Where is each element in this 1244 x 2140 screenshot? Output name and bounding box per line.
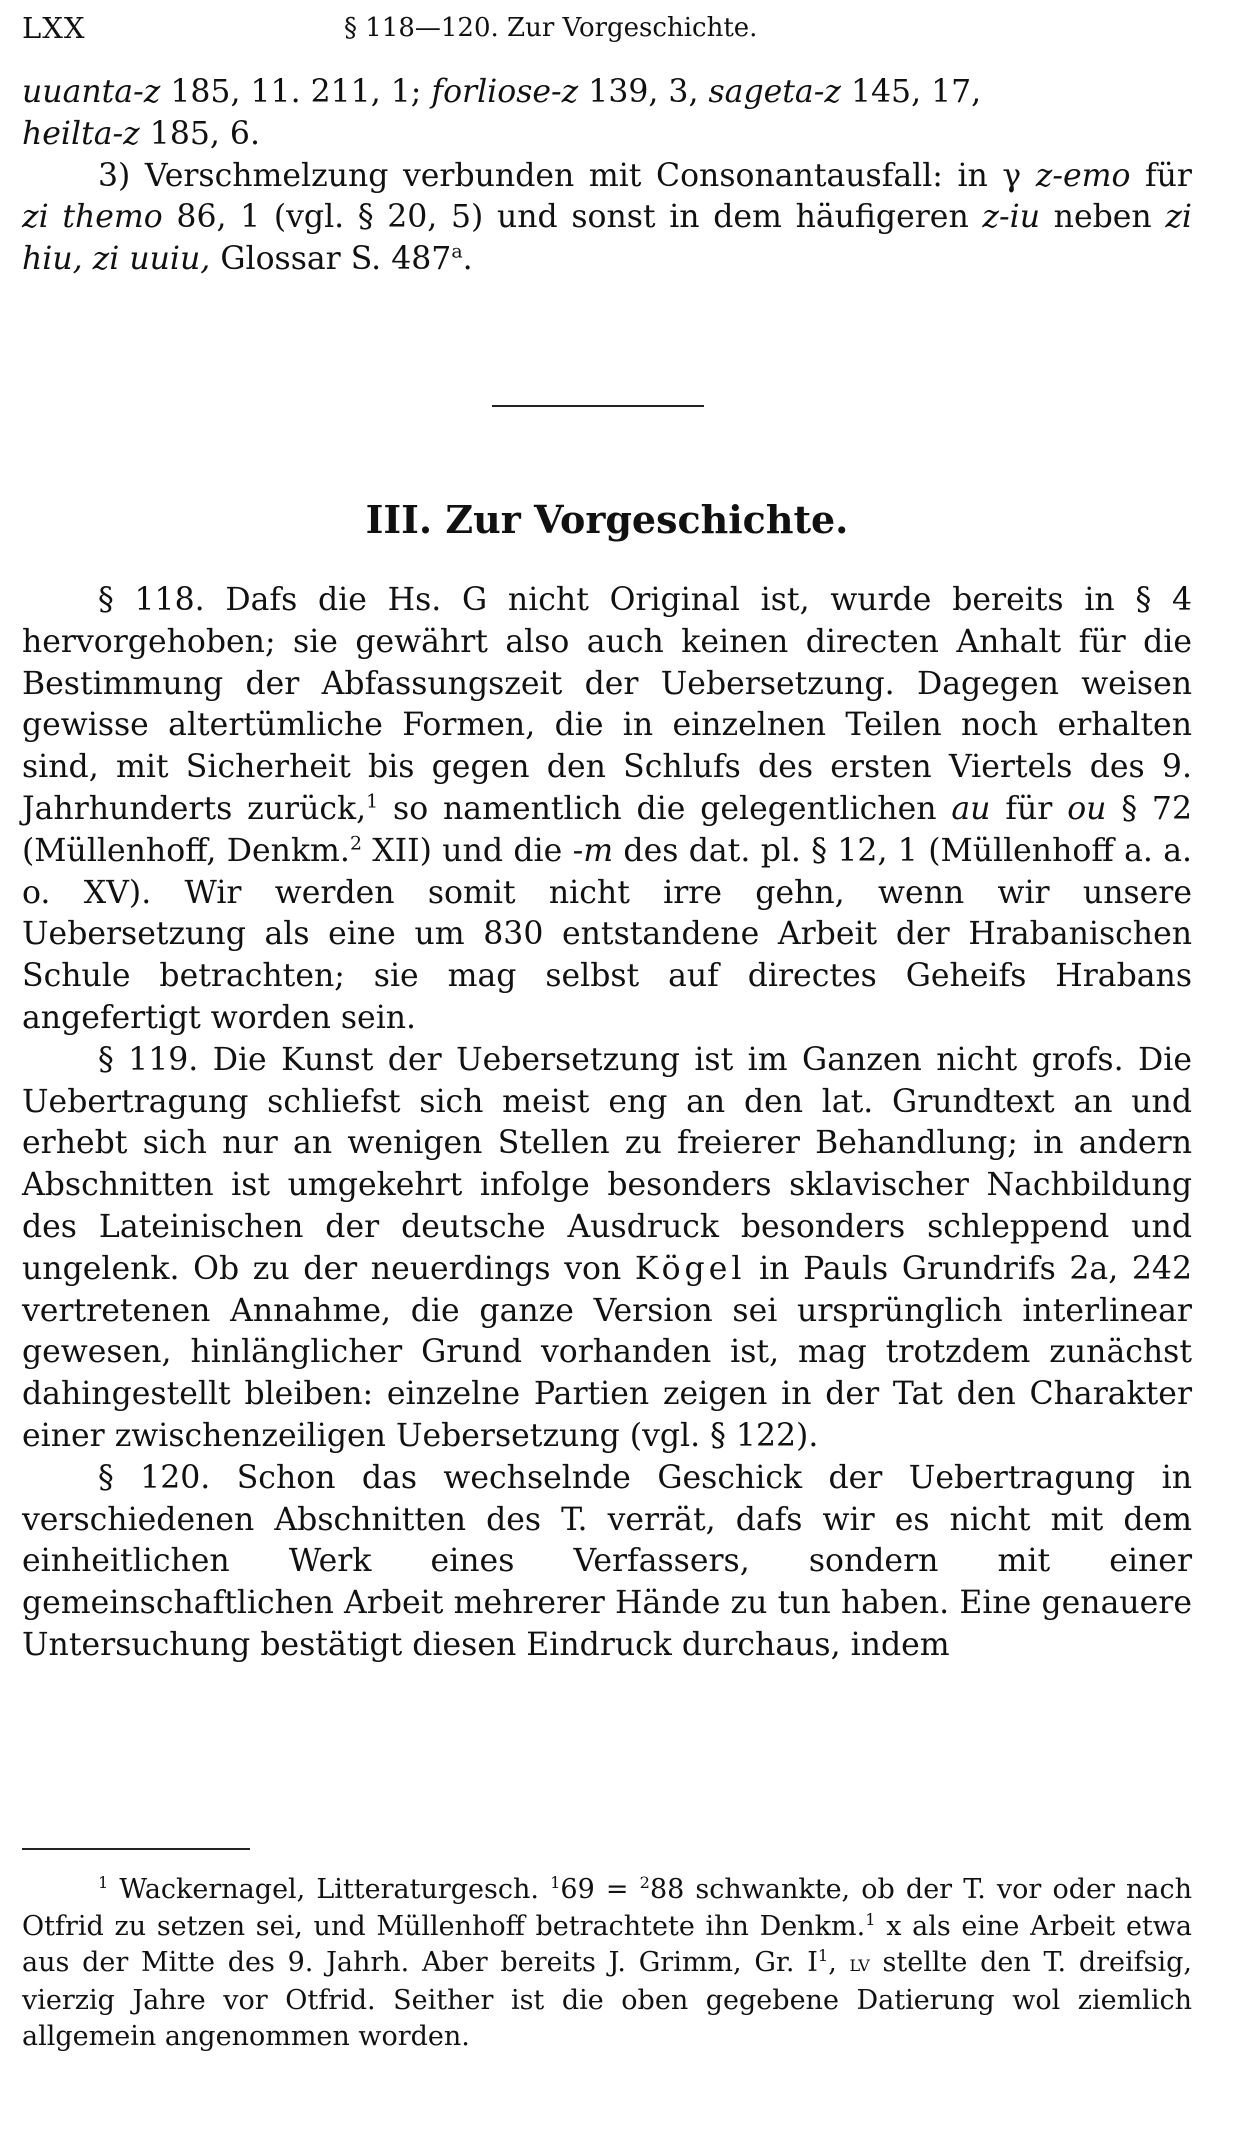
form-zi-hiu: zi hiu, zi uuiu, — [22, 199, 1192, 278]
superscript: 2 — [349, 832, 362, 855]
form-m: -m — [572, 832, 614, 869]
superscript: 1 — [817, 1946, 829, 1965]
form-uuanta: uuanta-z — [22, 74, 161, 110]
paragraph-119 — [22, 1040, 1192, 1458]
text-run: stellte den T. dreifsig, vierzig Jahre vor Otfrid. Seither ist die oben gegebene Datierung wol ziemlich allgemein angenommen worden. — [22, 1947, 1192, 2052]
ref-text: 139, 3, — [578, 74, 709, 110]
form-heilta: heilta-z — [22, 115, 140, 152]
ref-text: 185, 11. 211, 1; — [160, 74, 432, 110]
running-title: § 118—120. Zur Vorgeschichte. — [344, 13, 758, 43]
text-run: 3) Verschmelzung verbunden mit Consonantausfall: in γ — [98, 157, 1036, 194]
text-run: XII) und die — [361, 832, 573, 869]
text-run: . — [462, 241, 473, 278]
text-run: § 118. Dafs die Hs. G nicht Original ist, wurde bereits in § 4 hervorgehoben; sie gewährt also auch keinen directen Anhalt für die Bestimmung der Abfassungszeit der Uebersetzung. Dagegen weisen gewisse altertümliche Formen, die in einzelnen Teilen noch erhalten sind, mit Sicherheit bis gegen den Schlufs des ersten Viertels des 9. Jahrhunderts zurück, — [22, 582, 1192, 827]
running-head — [22, 8, 1192, 48]
text-run: Wackernagel, Litteraturgesch. — [108, 1874, 551, 1905]
continuation-lines — [22, 72, 1192, 156]
form-z-iu: z-iu — [982, 199, 1040, 236]
continuation-block — [22, 72, 1192, 281]
text-run: 86, 1 (vgl. § 20, 5) und sonst in dem häufigeren — [162, 199, 983, 236]
text-run: Glossar S. 487 — [210, 241, 452, 278]
ref-text: 185, 6. — [139, 115, 260, 152]
text-run: x als eine Arbeit etwa aus der Mitte des 9. Jahrh. Aber bereits J. Grimm, Gr. I — [22, 1910, 1192, 1978]
superscript: 1 — [865, 1909, 876, 1929]
text-run: neben — [1040, 199, 1166, 236]
form-ou: ou — [1067, 790, 1107, 827]
form-forliose: forliose-z — [431, 74, 579, 110]
point-3-paragraph — [22, 156, 1192, 281]
text-run: § 119. Die Kunst der Uebersetzung ist im Ganzen nicht grofs. Die Uebertragung schliefst sich meist eng an den lat. Grundtext an und erhebt sich nur an wenigen Stellen zu freierer Behandlung; in andern Abschnitten ist umgekehrt infolge besonders sklavischer Nachbildung des Lateinischen der deutsche Ausdruck besonders schleppend und ungelenk. Ob zu der neuerdings von — [22, 1041, 1192, 1287]
page-number: LXX — [22, 11, 86, 45]
text-run: in Pauls Grundrifs 2a, 242 vertretenen Annahme, die ganze Version sei ursprünglich interlinear gewesen, hinlänglicher Grund vorhanden ist, mag trotzdem zunächst dahingestellt bleiben: einzelne Partien zeigen in der Tat den Charakter einer zwischenzeiligen Uebersetzung (vgl. § 122). — [22, 1250, 1192, 1454]
superscript: 2 — [639, 1873, 650, 1892]
text-run: , — [828, 1947, 850, 1978]
form-sageta: sageta-z — [708, 74, 841, 110]
text-run: § 72 (Müllenhoff, Denkm. — [22, 790, 1193, 869]
superscript: a — [451, 240, 463, 263]
paragraph-118 — [22, 580, 1192, 1040]
form-z-emo: z-emo — [1035, 157, 1131, 194]
author-name: Kögel — [634, 1250, 746, 1287]
text-run: 69 = — [560, 1874, 640, 1905]
text-run: für — [990, 790, 1068, 827]
ref-text: 145, 17, — [840, 74, 982, 110]
section-heading: III. Zur Vorgeschichte. — [365, 497, 849, 542]
roman-numeral: lv — [849, 1951, 870, 1977]
text-run: so namentlich die gelegentlichen — [378, 790, 952, 827]
form-zi-themo: zi themo — [22, 199, 163, 236]
text-run: des dat. pl. § 12, 1 (Müllenhoff a. a. o. XV). Wir werden somit nicht irre gehn, wenn wir unsere Uebersetzung als eine um 830 entstandene Arbeit der Hrabanischen Schule betrachten; sie mag selbst auf directes Geheifs Hrabans angefertigt worden sein. — [22, 832, 1192, 1036]
text-run: § 120. Schon das wechselnde Geschick der Uebertragung in verschiedenen Abschnitten des T. verrät, dafs wir es nicht mit dem einheitlichen Werk eines Verfassers, sondern mit einer gemeinschaftlichen Arbeit mehrerer Hände zu tun haben. Eine genauere Untersuchung bestätigt diesen Eindruck durchaus, indem — [22, 1459, 1192, 1663]
footnote-rule — [22, 1848, 250, 1850]
form-au: au — [951, 790, 991, 827]
footnote-mark: 1 — [98, 1873, 109, 1892]
text-run: für — [1130, 157, 1192, 194]
text-run: 88 schwankte, ob der T. vor oder nach Otfrid zu setzen sei, und Müllenhoff betrachtete ihn Denkm. — [22, 1874, 1192, 1942]
footnote — [22, 1872, 1192, 2056]
body-text — [22, 580, 1192, 1667]
superscript: 1 — [550, 1873, 561, 1892]
paragraph-120 — [22, 1458, 1192, 1667]
footnote-1 — [22, 1872, 1192, 2056]
section-divider — [492, 405, 704, 407]
footnote-ref: 1 — [366, 790, 379, 813]
